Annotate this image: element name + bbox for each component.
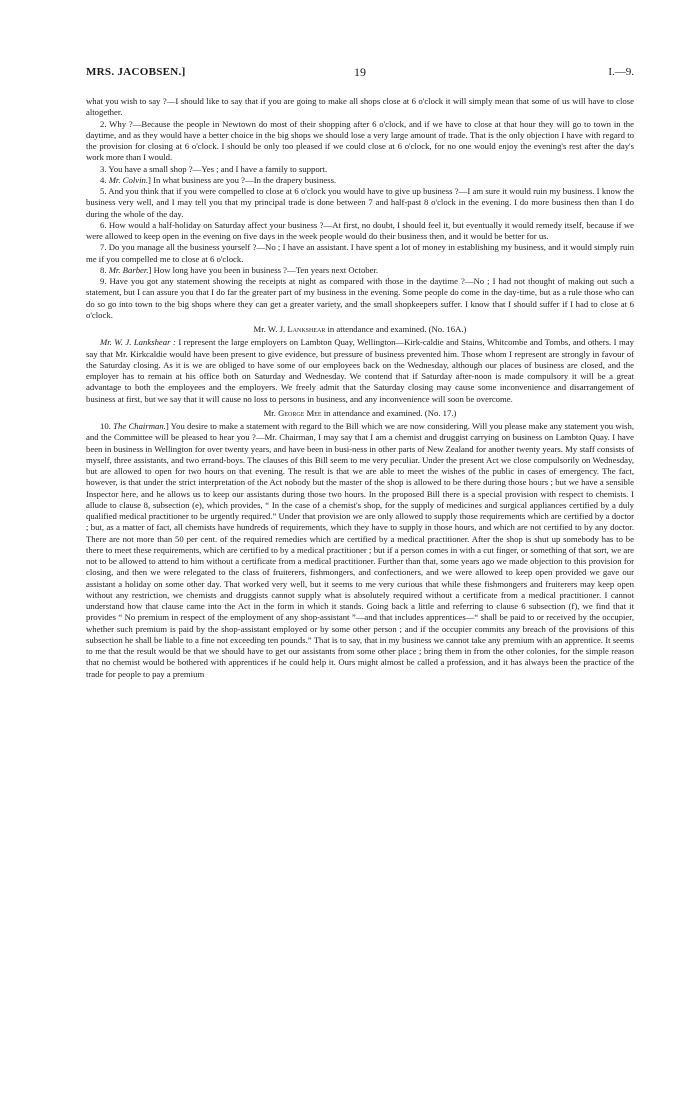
paragraph-text: ] How long have you been in business ?—Ten years next October. xyxy=(148,264,379,275)
paragraph-text: ] You desire to make a statement with regard to the Bill which we are now considering. Will you please make any statement you wish, and the Committee will be pleased to hear you ?—Mr. Chairman, I may say that I am a chemist and druggist carrying on business on Lambton Quay. I have been in business in Wellington for over twenty years, and have been in busi-ness in other parts of New Zealand for another twenty years. My staff consists of myself, three assistants, and two errand-boys. The clauses of this Bill seem to me very peculiar. Under the present Act we close compulsorily on Wednesday, but are allowed to open for two hours on that evening. The result is that we are able to meet the wishes of the public in cases of emergency. The fact, however, is that under the strict interpretation of the Act nobody but the master of the shop is allowed to be there during those hours ; but we have a sensible Inspector here, and he allows us to keep our assistants during those two hours. In the proposed Bill there is a special provision with respect to chemists. I allude to clause 8, subsection (e), which provides, “ In the case of a chemist's shop, for the supply of medicines and surgical appliances certified by a duly qualified medical practitioner to be urgently required.” Under that provision we are only allowed to supply those requirements which are certified by a doctor ; but, as a matter of fact, all chemists have hundreds of requirements, which they have to supply in those hours, and which are not certified to by any doctor. There are not more than 50 per cent. of the required remedies which are certified by a medical practitioner. After the shop is shut up somebody has to be there to meet these requirements, which are certified to by a medical practitioner ; but if a person comes in with a cut finger, or something of that sort, we are not to be allowed to attend to him without a certificate from a medical practitioner. Further than that, some years ago we made objection to this provision for closing, and then we were relegated to the class of fruiterers, fishmongers, and confectioners, and we were allowed to keep open provided we gave our assistant a holiday on some other day. That worked very well, but it seems to me very curious that while these fishmongers and fruiterers may keep open without any restriction, we chemists and druggists cannot supply what is absolutely required without a certificate from a medical practitioner. I cannot understand how that clause came into the Act in the form in which it stands. Going back a little and referring to clause 6 subsection (f), we find that it provides “ No premium in respect of the employment of any shop-assistant ”—and that includes apprentices—“ shall be paid to or received by the occupier, whether such premium is paid by the shop-assistant employed or by some other person ; and if the occupier commits any breach of the provisions of this subsection he shall be liable to a fine not exceeding ten pounds.” That is to say, that in my business we cannot take any premium with an apprentice. It seems to me that the result would be that we should have to get our assistants from some other place ; bring them in from the other colonies, for the simple reason that no chemist would be bothered with apprentices if he could help it. Ours might almost be called a profession, and it has always been the practice of the trade for people to pay a premium xyxy=(86,421,635,679)
paragraph-8 xyxy=(86,265,634,276)
header-witness-name: MRS. JACOBSEN.] xyxy=(86,66,186,78)
question-number: 10. xyxy=(100,421,111,431)
speaker-name: The Chairman. xyxy=(113,421,166,431)
heading-suffix: in attendance and examined. (No. 17.) xyxy=(321,407,457,418)
page-header xyxy=(86,66,634,82)
paper-reference: I.—9. xyxy=(608,66,634,78)
paragraph-6: 6. How would a half-holiday on Saturday affect your business ?—At first, no doubt, I should feel it, but eventually it would remedy itself, because if we were allowed to keep open in the evening on five days in the week people would do their business then, and it would be better for us. xyxy=(86,219,634,241)
speaker-name: Mr. W. J. Lankshear : xyxy=(100,337,176,348)
document-body xyxy=(86,96,634,680)
lankshear-statement xyxy=(86,337,634,405)
heading-prefix: Mr. xyxy=(263,407,279,418)
paragraph-9: 9. Have you got any statement showing the receipts at night as compared with those in the daytime ?—No ; I had not thought of making out such a statement, but I can assure you that I do far the greater part of my business in the evening. Some people do come in the day-time, but as a rule those who can do so go into town to the big shops where they can get a greater variety, and the small shopkeepers suffer. I know that I should suffer if I had to close at 6 o'clock. xyxy=(86,276,634,320)
speaker-name: Mr. Colvin. xyxy=(108,174,149,185)
paragraph-5: 5. And you think that if you were compelled to close at 6 o'clock you would have to give up business ?—I am sure it would ruin my business. I know the business very well, and I may tell you that my principal trade is done between 7 and half-past 8 o'clock in the evening. I do more business then than I do during the whole of the day. xyxy=(86,186,634,219)
paragraph-text: I represent the large employers on Lambton Quay, Wellington—Kirk-caldie and Stains, Whitcombe and Tombs, and others. I may say that Mr. Kirkcaldie would have been present to give evidence, but pressure of business prevented him. Those whom I represent are strongly in favour of the Saturday closing. As it is we are obliged to have some of our employees back on the Wednesday, although our places of business are closed, and the employer has to remain at his office both on Saturday and Wednesday. We contend that if Saturday after-noon is made compulsory it will be a great advantage to both the employees and the employers. We freely admit that the Saturday closing may cause some inconvenience and disarrangement of business at first, but we say that it will cause no loss to persons in business, and any inconvenience will soon be overcome. xyxy=(86,337,634,404)
question-number: 8. xyxy=(100,264,107,275)
question-number: 4. xyxy=(100,174,107,185)
witness-heading-mee xyxy=(86,408,634,419)
witness-surname: Lankshear xyxy=(287,324,326,334)
paragraph-3: 3. You have a small shop ?—Yes ; and I have a family to support. xyxy=(100,163,328,174)
heading-suffix: in attendance and examined. (No. 16A.) xyxy=(325,324,467,334)
paragraph-continued: what you wish to say ?—I should like to say that if you are going to make all shops close at 6 o'clock it will simply mean that some of us will have to close altogether. xyxy=(86,96,634,118)
witness-name: George Mee xyxy=(278,407,322,418)
heading-prefix: Mr. W. J. xyxy=(253,324,288,334)
witness-heading-lankshear xyxy=(86,324,634,335)
paragraph-text: ] In what business are you ?—In the drapery business. xyxy=(148,174,337,185)
page-number: 19 xyxy=(354,65,366,79)
paragraph-7: 7. Do you manage all the business yourself ?—No ; I have an assistant. I have spent a lot of money in establishing my business, and it would simply ruin me if you compelled me to close at 6 o'clock. xyxy=(86,242,634,264)
paragraph-10 xyxy=(86,421,634,680)
paragraph-4 xyxy=(86,175,634,186)
paragraph-2: 2. Why ?—Because the people in Newtown do most of their shopping after 6 o'clock, and if we have to close at that hour they will go to town in the daytime, and as they would have a better choice in the big shops we should lose a very large amount of trade. That is the only objection I have with regard to the provision for closing at 6 o'clock. I should be only too pleased if we could close at 6 o'clock, for no one would enjoy the evening's rest after the day's work more than I would. xyxy=(86,118,634,163)
speaker-name: Mr. Barber. xyxy=(108,264,149,275)
